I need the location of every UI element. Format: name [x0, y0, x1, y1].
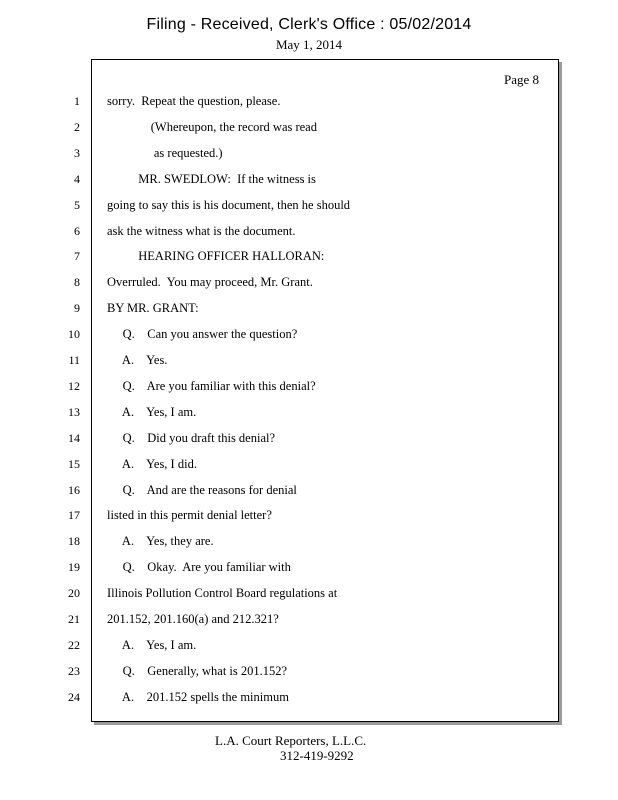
- line-number: 14: [68, 431, 80, 445]
- court-reporter-phone: 312-419-9292: [280, 748, 354, 763]
- line-number: 20: [68, 586, 80, 600]
- line-number: 7: [74, 249, 80, 263]
- transcript-line-text: BY MR. GRANT:: [107, 301, 199, 315]
- line-number: 23: [68, 664, 80, 678]
- transcript-line-text: 201.152, 201.160(a) and 212.321?: [107, 612, 279, 626]
- transcript-line-text: MR. SWEDLOW: If the witness is: [107, 172, 316, 186]
- line-number: 13: [68, 405, 80, 419]
- transcript-line-text: HEARING OFFICER HALLORAN:: [107, 249, 325, 263]
- transcript-line-text: going to say this is his document, then he should: [107, 198, 351, 212]
- transcript-line-text: A. Yes.: [107, 353, 168, 367]
- line-number: 21: [68, 612, 80, 626]
- transcript-line-text: as requested.): [107, 146, 223, 160]
- line-number: 22: [68, 638, 80, 652]
- line-number: 3: [74, 146, 80, 160]
- line-number: 2: [74, 120, 80, 134]
- line-number: 17: [68, 508, 80, 522]
- transcript-line-text: A. Yes, I am.: [107, 638, 197, 652]
- transcript-line-text: A. 201.152 spells the minimum: [107, 690, 289, 704]
- transcript-line-text: Q. Are you familiar with this denial?: [107, 379, 316, 393]
- transcript-line-text: Q. And are the reasons for denial: [107, 483, 297, 497]
- line-number: 16: [68, 483, 80, 497]
- line-number: 4: [74, 172, 80, 186]
- line-number: 1: [74, 94, 80, 108]
- line-number: 18: [68, 534, 80, 548]
- transcript-line-text: listed in this permit denial letter?: [107, 508, 272, 522]
- transcript-line-text: (Whereupon, the record was read: [107, 120, 317, 134]
- line-number: 24: [68, 690, 80, 704]
- transcript-line-text: Q. Did you draft this denial?: [107, 431, 276, 445]
- transcript-line-text: A. Yes, I did.: [107, 457, 197, 471]
- line-number: 9: [74, 301, 80, 315]
- transcript-line-text: A. Yes, I am.: [107, 405, 197, 419]
- line-number: 8: [74, 275, 80, 289]
- filing-stamp: Filing - Received, Clerk's Office : 05/02/2014: [146, 16, 472, 33]
- court-reporter-name: L.A. Court Reporters, L.L.C.: [215, 733, 367, 748]
- transcript-line-text: Q. Okay. Are you familiar with: [107, 560, 291, 574]
- line-number: 19: [68, 560, 80, 574]
- transcript-line-text: Q. Generally, what is 201.152?: [107, 664, 288, 678]
- transcript-line-text: Overruled. You may proceed, Mr. Grant.: [107, 275, 313, 289]
- line-number: 11: [68, 353, 80, 367]
- line-number: 6: [74, 224, 80, 238]
- line-number: 12: [68, 379, 80, 393]
- line-number: 5: [74, 198, 80, 212]
- transcript-line-text: ask the witness what is the document.: [107, 224, 296, 238]
- transcript-line-text: Illinois Pollution Control Board regulations at: [107, 586, 338, 600]
- line-number: 15: [68, 457, 80, 471]
- page-number: Page 8: [504, 72, 540, 87]
- line-number: 10: [68, 327, 80, 341]
- transcript-line-text: sorry. Repeat the question, please.: [107, 94, 281, 108]
- transcript-line-text: Q. Can you answer the question?: [107, 327, 298, 341]
- transcript-date: May 1, 2014: [275, 37, 343, 52]
- transcript-line-text: A. Yes, they are.: [107, 534, 214, 548]
